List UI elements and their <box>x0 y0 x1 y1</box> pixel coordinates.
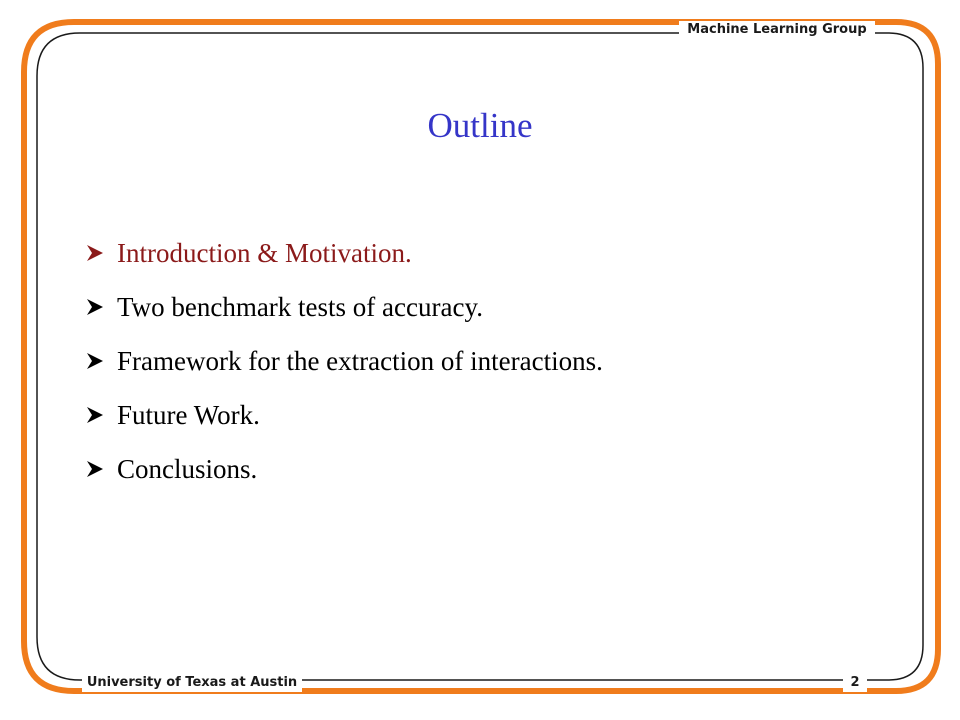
outline-item <box>85 231 603 285</box>
institution-label: University of Texas at Austin <box>82 674 302 692</box>
outline-item-label: Introduction & Motivation. <box>117 237 412 268</box>
arrow-bullet-icon <box>85 243 117 263</box>
outline-item-label: Future Work. <box>117 399 260 430</box>
arrow-bullet-icon <box>85 459 117 479</box>
outline-item-label: Conclusions. <box>117 453 258 484</box>
outline-item-label: Framework for the extraction of interactions. <box>117 345 603 376</box>
outline-item-label: Two benchmark tests of accuracy. <box>117 291 483 322</box>
arrow-bullet-icon <box>85 405 117 425</box>
outline-item <box>85 285 603 339</box>
group-label: Machine Learning Group <box>679 21 875 39</box>
outline-item <box>85 393 603 447</box>
page-number: 2 <box>843 674 867 692</box>
slide-title: Outline <box>427 106 533 145</box>
outline-item <box>85 447 603 501</box>
arrow-bullet-icon <box>85 351 117 371</box>
outline-list <box>85 231 603 501</box>
outline-item <box>85 339 603 393</box>
arrow-bullet-icon <box>85 297 117 317</box>
